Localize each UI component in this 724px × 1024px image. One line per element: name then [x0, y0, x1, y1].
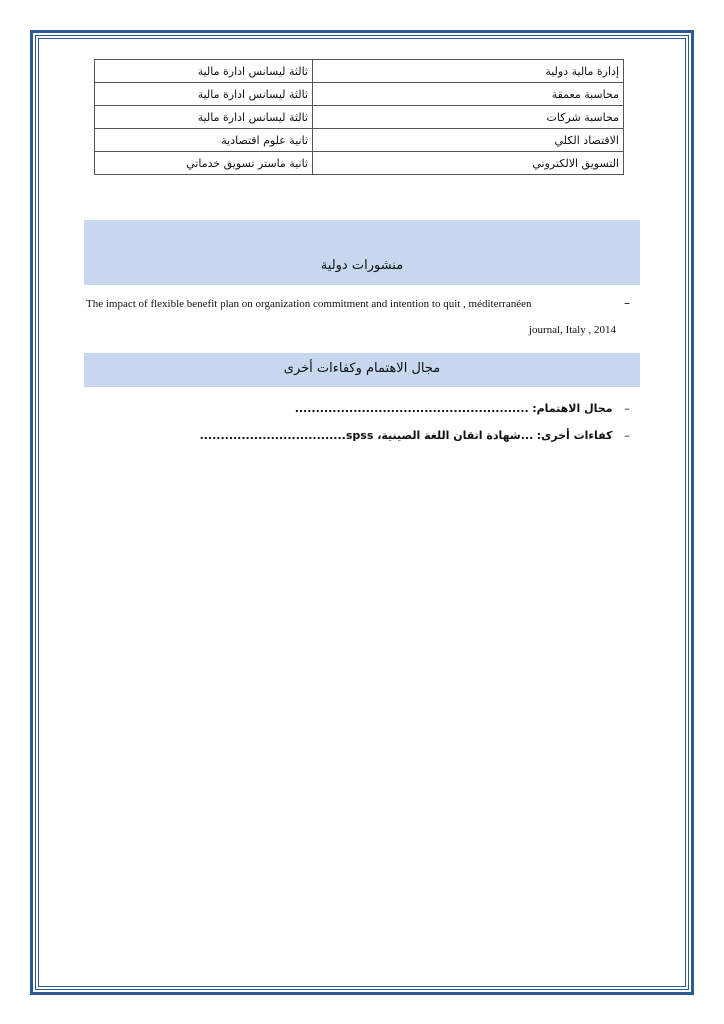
course-subject: محاسبة شركات	[313, 106, 624, 129]
skills-label: كفاءات أخرى:	[536, 429, 613, 442]
skills-value: ...شهادة اتقان اللغة الصينية، spss...................................	[199, 429, 534, 442]
course-level: ثالثة ليسانس ادارة مالية	[95, 83, 313, 106]
course-subject: محاسبة معمقة	[313, 83, 624, 106]
table-row	[95, 83, 624, 106]
skills-item	[200, 429, 638, 442]
table-row	[95, 129, 624, 152]
interest-item	[295, 402, 638, 415]
publications-header-band	[84, 220, 640, 285]
course-level: ثانية ماستر تسويق خدماتي	[95, 152, 313, 175]
course-level: ثانية علوم اقتصادية	[95, 129, 313, 152]
interests-title: مجال الاهتمام وكفاءات أخرى	[283, 361, 441, 376]
interests-header-band	[84, 353, 640, 387]
course-subject: التسويق الالكتروني	[313, 152, 624, 175]
publication-entry-line2: journal, Italy , 2014	[528, 324, 616, 336]
list-bullet: –	[624, 296, 630, 310]
table-row	[95, 60, 624, 83]
course-subject: الاقتصاد الكلي	[313, 129, 624, 152]
course-subject: إدارة مالية دولية	[313, 60, 624, 83]
interest-label: مجال الاهتمام:	[532, 402, 613, 415]
courses-table	[94, 59, 624, 175]
publication-entry-line1: The impact of flexible benefit plan on organization commitment and intention to quit , méditerranéen	[86, 298, 532, 310]
table-row	[95, 152, 624, 175]
list-bullet: –	[624, 429, 630, 442]
table-row	[95, 106, 624, 129]
page-border-inner	[38, 38, 686, 987]
interest-value: ........................................................	[294, 402, 529, 415]
course-level: ثالثة ليسانس ادارة مالية	[95, 60, 313, 83]
list-bullet: –	[624, 402, 630, 415]
publications-title: منشورات دولية	[320, 258, 404, 273]
course-level: ثالثة ليسانس ادارة مالية	[95, 106, 313, 129]
